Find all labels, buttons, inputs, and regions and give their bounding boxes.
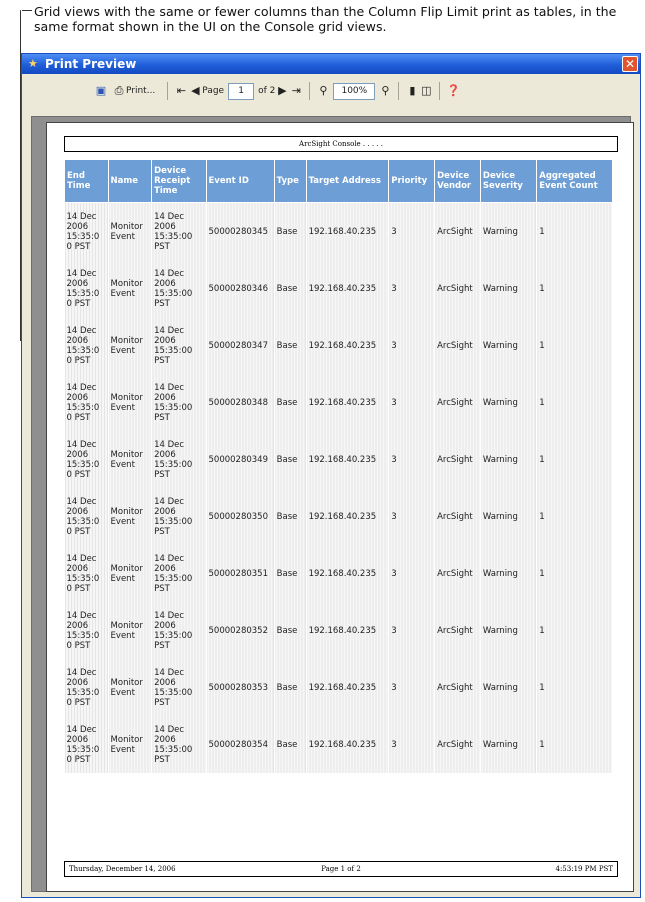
cell-name: Monitor Event (108, 659, 152, 716)
cell-priority: 3 (389, 374, 435, 431)
cell-priority: 3 (389, 260, 435, 317)
cell-device-receipt-time: 14 Dec 2006 15:35:00 PST (152, 716, 206, 773)
cell-end-time: 14 Dec 2006 15:35:0 0 PST (65, 716, 109, 773)
cell-device-receipt-time: 14 Dec 2006 15:35:00 PST (152, 602, 206, 659)
cell-target-address: 192.168.40.235 (306, 260, 389, 317)
cell-type: Base (274, 488, 306, 545)
help-icon[interactable]: ❓ (446, 84, 461, 97)
table-row (65, 317, 613, 374)
cell-aggregated-event-count: 1 (537, 488, 613, 545)
cell-device-vendor: ArcSight (435, 431, 481, 488)
cell-device-receipt-time: 14 Dec 2006 15:35:00 PST (152, 431, 206, 488)
cell-target-address: 192.168.40.235 (306, 602, 389, 659)
cell-event-id: 50000280345 (206, 203, 274, 261)
cell-aggregated-event-count: 1 (537, 716, 613, 773)
cell-device-severity: Warning (480, 545, 536, 602)
table-row (65, 602, 613, 659)
table-body (65, 203, 613, 774)
cell-target-address: 192.168.40.235 (306, 659, 389, 716)
cell-end-time: 14 Dec 2006 15:35:0 0 PST (65, 545, 109, 602)
cell-device-severity: Warning (480, 317, 536, 374)
cell-aggregated-event-count: 1 (537, 203, 613, 261)
callout-line-top (22, 10, 32, 11)
zoom-out-icon[interactable]: ⚲ (319, 84, 328, 97)
cell-device-severity: Warning (480, 659, 536, 716)
print-button[interactable] (112, 84, 155, 98)
window-title: Print Preview (45, 57, 137, 71)
zoom-in-icon[interactable]: ⚲ (381, 84, 390, 97)
cell-device-vendor: ArcSight (435, 374, 481, 431)
page-of-label: of 2 (258, 86, 276, 96)
table-row (65, 545, 613, 602)
cell-device-receipt-time: 14 Dec 2006 15:35:00 PST (152, 260, 206, 317)
cell-type: Base (274, 659, 306, 716)
cell-device-receipt-time: 14 Dec 2006 15:35:00 PST (152, 659, 206, 716)
last-page-icon[interactable]: ⇥ (291, 84, 301, 97)
column-header-type: Type (274, 160, 306, 203)
table-row (65, 488, 613, 545)
first-page-icon[interactable]: ⇤ (176, 84, 186, 97)
cell-target-address: 192.168.40.235 (306, 716, 389, 773)
cell-device-severity: Warning (480, 602, 536, 659)
cell-priority: 3 (389, 602, 435, 659)
toolbar (94, 77, 606, 105)
cell-end-time: 14 Dec 2006 15:35:0 0 PST (65, 488, 109, 545)
cell-end-time: 14 Dec 2006 15:35:0 0 PST (65, 431, 109, 488)
footer-page: Page 1 of 2 (321, 865, 361, 873)
close-button[interactable]: ✕ (622, 56, 638, 72)
cell-aggregated-event-count: 1 (537, 260, 613, 317)
cell-device-severity: Warning (480, 260, 536, 317)
single-page-icon[interactable]: ▮ (409, 84, 416, 97)
page-label: Page (202, 86, 225, 96)
cell-event-id: 50000280353 (206, 659, 274, 716)
cell-priority: 3 (389, 317, 435, 374)
cell-end-time: 14 Dec 2006 15:35:0 0 PST (65, 374, 109, 431)
cell-device-severity: Warning (480, 431, 536, 488)
column-header-target-address: Target Address (306, 160, 389, 203)
preview-viewport[interactable] (31, 116, 631, 892)
cell-name: Monitor Event (108, 260, 152, 317)
table-row (65, 260, 613, 317)
cell-type: Base (274, 545, 306, 602)
callout-text: Grid views with the same or fewer columns than the Column Flip Limit print as tables, in the same format shown in the UI on the Console grid views. (34, 4, 617, 34)
table-row (65, 431, 613, 488)
cell-end-time: 14 Dec 2006 15:35:0 0 PST (65, 602, 109, 659)
cell-target-address: 192.168.40.235 (306, 203, 389, 261)
next-page-icon[interactable]: ▶ (278, 84, 287, 97)
cell-event-id: 50000280346 (206, 260, 274, 317)
cell-type: Base (274, 602, 306, 659)
cell-end-time: 14 Dec 2006 15:35:0 0 PST (65, 659, 109, 716)
cell-type: Base (274, 716, 306, 773)
table-row (65, 203, 613, 261)
cell-event-id: 50000280352 (206, 602, 274, 659)
cell-priority: 3 (389, 431, 435, 488)
cell-device-vendor: ArcSight (435, 602, 481, 659)
footer-date: Thursday, December 14, 2006 (69, 865, 176, 873)
title-bar (22, 54, 640, 74)
column-header-event-id: Event ID (206, 160, 274, 203)
cell-name: Monitor Event (108, 374, 152, 431)
cell-target-address: 192.168.40.235 (306, 317, 389, 374)
cell-device-receipt-time: 14 Dec 2006 15:35:00 PST (152, 488, 206, 545)
cell-type: Base (274, 203, 306, 261)
cell-device-vendor: ArcSight (435, 659, 481, 716)
report-header: ArcSight Console . . . . . (64, 136, 618, 152)
cell-end-time: 14 Dec 2006 15:35:0 0 PST (65, 260, 109, 317)
toolbar-separator (309, 82, 310, 100)
cell-priority: 3 (389, 545, 435, 602)
cell-priority: 3 (389, 659, 435, 716)
table-row (65, 716, 613, 773)
column-header-device-vendor: Device Vendor (435, 160, 481, 203)
report-page (46, 122, 634, 892)
cell-event-id: 50000280351 (206, 545, 274, 602)
cell-aggregated-event-count: 1 (537, 374, 613, 431)
cell-device-vendor: ArcSight (435, 716, 481, 773)
cell-target-address: 192.168.40.235 (306, 545, 389, 602)
cell-aggregated-event-count: 1 (537, 545, 613, 602)
cell-event-id: 50000280348 (206, 374, 274, 431)
cell-name: Monitor Event (108, 317, 152, 374)
cell-event-id: 50000280354 (206, 716, 274, 773)
previous-page-icon[interactable]: ◀ (191, 84, 200, 97)
cell-device-vendor: ArcSight (435, 203, 481, 261)
print-preview-app-icon: ★ (28, 57, 38, 70)
cell-device-severity: Warning (480, 374, 536, 431)
print-preview-window (21, 53, 641, 898)
column-header-aggregated-event-count: Aggregated Event Count (537, 160, 613, 203)
cell-name: Monitor Event (108, 602, 152, 659)
cell-type: Base (274, 260, 306, 317)
table-row (65, 374, 613, 431)
cell-target-address: 192.168.40.235 (306, 374, 389, 431)
column-header-device-severity: Device Severity (480, 160, 536, 203)
cell-name: Monitor Event (108, 203, 152, 261)
footer-time: 4:53:19 PM PST (555, 865, 613, 873)
multi-page-icon[interactable]: ◫ (421, 84, 432, 97)
cell-event-id: 50000280347 (206, 317, 274, 374)
cell-priority: 3 (389, 203, 435, 261)
cell-priority: 3 (389, 488, 435, 545)
table-row (65, 659, 613, 716)
cell-aggregated-event-count: 1 (537, 659, 613, 716)
cell-device-receipt-time: 14 Dec 2006 15:35:00 PST (152, 203, 206, 261)
cell-device-vendor: ArcSight (435, 260, 481, 317)
print-button-label: Print... (126, 86, 156, 96)
cell-device-receipt-time: 14 Dec 2006 15:35:00 PST (152, 317, 206, 374)
cell-end-time: 14 Dec 2006 15:35:0 0 PST (65, 317, 109, 374)
cell-device-receipt-time: 14 Dec 2006 15:35:00 PST (152, 374, 206, 431)
column-header-name: Name (108, 160, 152, 203)
column-header-device-receipt-time: Device Receipt Time (152, 160, 206, 203)
save-icon[interactable]: ▣ (95, 84, 107, 97)
cell-name: Monitor Event (108, 488, 152, 545)
column-header-end-time: End Time (65, 160, 109, 203)
toolbar-separator (167, 82, 168, 100)
cell-end-time: 14 Dec 2006 15:35:0 0 PST (65, 203, 109, 261)
cell-device-severity: Warning (480, 716, 536, 773)
cell-name: Monitor Event (108, 545, 152, 602)
cell-device-severity: Warning (480, 203, 536, 261)
cell-device-vendor: ArcSight (435, 317, 481, 374)
cell-device-vendor: ArcSight (435, 545, 481, 602)
zoom-input[interactable]: 100% (333, 83, 375, 100)
cell-type: Base (274, 431, 306, 488)
cell-target-address: 192.168.40.235 (306, 431, 389, 488)
column-header-priority: Priority (389, 160, 435, 203)
table-header-row (65, 160, 613, 203)
printer-icon: ⎙ (114, 84, 124, 97)
cell-priority: 3 (389, 716, 435, 773)
report-footer (64, 861, 618, 877)
cell-event-id: 50000280349 (206, 431, 274, 488)
page-number-input[interactable]: 1 (228, 83, 254, 100)
cell-aggregated-event-count: 1 (537, 317, 613, 374)
cell-target-address: 192.168.40.235 (306, 488, 389, 545)
cell-device-severity: Warning (480, 488, 536, 545)
event-grid-table (64, 159, 613, 773)
toolbar-separator (439, 82, 440, 100)
cell-aggregated-event-count: 1 (537, 431, 613, 488)
cell-device-receipt-time: 14 Dec 2006 15:35:00 PST (152, 545, 206, 602)
cell-device-vendor: ArcSight (435, 488, 481, 545)
cell-name: Monitor Event (108, 431, 152, 488)
cell-name: Monitor Event (108, 716, 152, 773)
cell-type: Base (274, 317, 306, 374)
cell-event-id: 50000280350 (206, 488, 274, 545)
toolbar-separator (398, 82, 399, 100)
cell-aggregated-event-count: 1 (537, 602, 613, 659)
cell-type: Base (274, 374, 306, 431)
